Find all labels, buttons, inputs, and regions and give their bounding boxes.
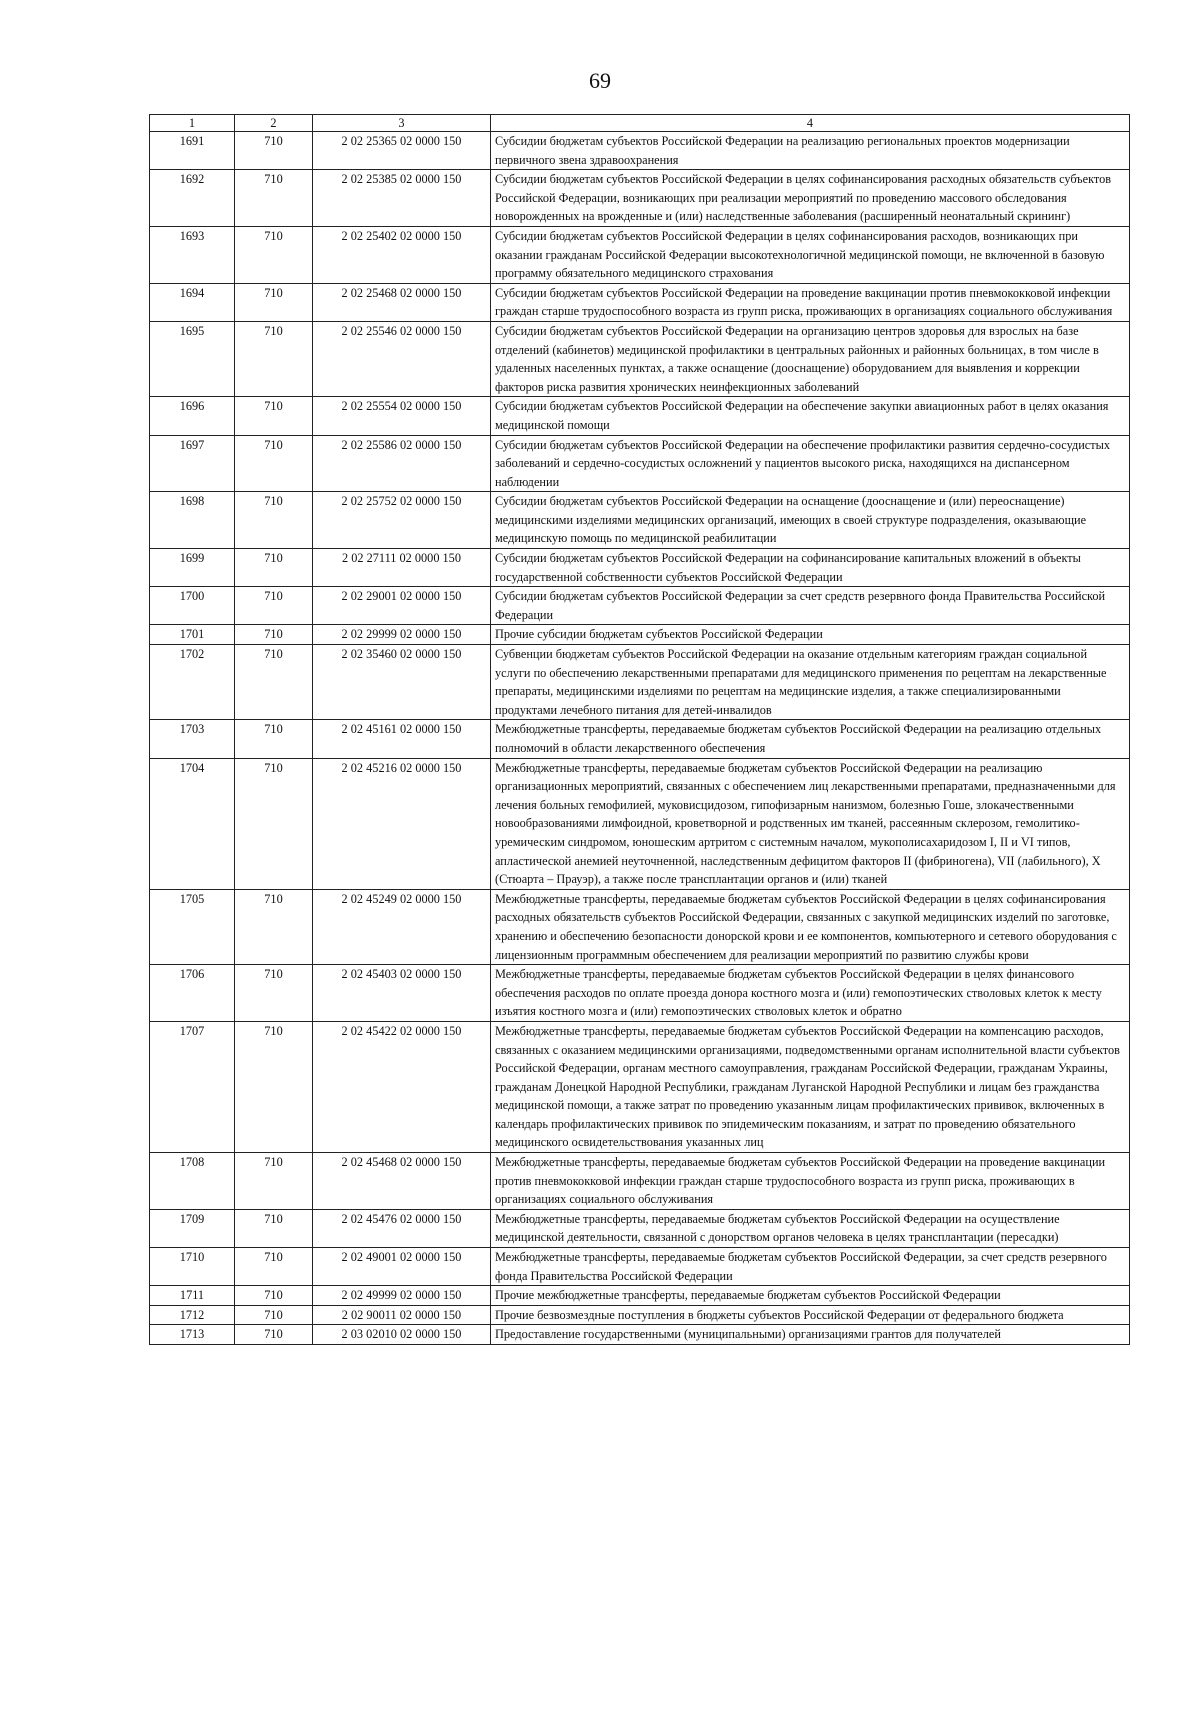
budget-code-cell: 2 02 90011 02 0000 150 [313,1305,491,1325]
table-body [150,132,1130,1345]
administrator-code-cell: 710 [235,132,313,170]
budget-code-cell: 2 02 25546 02 0000 150 [313,321,491,396]
description-cell: Прочие безвозмездные поступления в бюджеты субъектов Российской Федерации от федерального бюджета [491,1305,1130,1325]
description-cell: Межбюджетные трансферты, передаваемые бюджетам субъектов Российской Федерации на проведение вакцинации против пневмококковой инфекции граждан старше трудоспособного возраста из групп риска, проживающих в организациях социального обслуживания [491,1153,1130,1210]
description-cell: Субсидии бюджетам субъектов Российской Федерации на проведение вакцинации против пневмококковой инфекции граждан старше трудоспособного возраста из групп риска, проживающих в организациях социального обслуживания [491,283,1130,321]
description-cell: Субсидии бюджетам субъектов Российской Федерации на оснащение (дооснащение и (или) переоснащение) медицинскими изделиями медицинских организаций, имеющих в своей структуре подразделения, оказывающие медицинскую помощь по медицинской реабилитации [491,492,1130,549]
administrator-code-cell: 710 [235,587,313,625]
row-number-cell: 1708 [150,1153,235,1210]
table-row [150,1305,1130,1325]
budget-code-cell: 2 02 45249 02 0000 150 [313,889,491,964]
administrator-code-cell: 710 [235,435,313,492]
table-row [150,758,1130,889]
description-cell: Межбюджетные трансферты, передаваемые бюджетам субъектов Российской Федерации на реализацию организационных мероприятий, связанных с обеспечением лиц лекарственными препаратами, предназначенными для лечения больных гемофилией, муковисцидозом, гипофизарным нанизмом, болезнью Гоше, злокачественными новообразованиями лимфоидной, кроветворной и родственных им тканей, рассеянным склерозом, гемолитико-уремическим синдромом, юношеским артритом с системным началом, мукополисахаридозом I, II и VI типов, апластической анемией неуточненной, наследственным дефицитом факторов II (фибриногена), VII (лабильного), X (Стюарта – Прауэр), а также после трансплантации органов и (или) тканей [491,758,1130,889]
table-row [150,625,1130,645]
table-row [150,397,1130,435]
description-cell: Межбюджетные трансферты, передаваемые бюджетам субъектов Российской Федерации, за счет средств резервного фонда Правительства Российской Федерации [491,1248,1130,1286]
administrator-code-cell: 710 [235,965,313,1022]
description-cell: Субсидии бюджетам субъектов Российской Федерации за счет средств резервного фонда Правительства Российской Федерации [491,587,1130,625]
administrator-code-cell: 710 [235,1286,313,1306]
administrator-code-cell: 710 [235,758,313,889]
budget-code-cell: 2 02 35460 02 0000 150 [313,645,491,720]
description-cell: Субвенции бюджетам субъектов Российской Федерации на оказание отдельным категориям граждан социальной услуги по обеспечению лекарственными препаратами для медицинского применения по рецептам на лекарственные препараты, медицинскими изделиями по рецептам на медицинские изделия, а также специализированными продуктами лечебного питания для детей-инвалидов [491,645,1130,720]
administrator-code-cell: 710 [235,1325,313,1345]
row-number-cell: 1706 [150,965,235,1022]
table-row [150,549,1130,587]
table-row [150,321,1130,396]
table-row [150,1248,1130,1286]
administrator-code-cell: 710 [235,1021,313,1152]
table-row [150,965,1130,1022]
administrator-code-cell: 710 [235,321,313,396]
budget-classification-table [149,114,1130,1345]
budget-code-cell: 2 02 49001 02 0000 150 [313,1248,491,1286]
table-row [150,132,1130,170]
row-number-cell: 1709 [150,1209,235,1247]
budget-code-cell: 2 02 25752 02 0000 150 [313,492,491,549]
budget-code-cell: 2 02 45468 02 0000 150 [313,1153,491,1210]
description-cell: Субсидии бюджетам субъектов Российской Федерации на софинансирование капитальных вложений в объекты государственной собственности субъектов Российской Федерации [491,549,1130,587]
description-cell: Межбюджетные трансферты, передаваемые бюджетам субъектов Российской Федерации на компенсацию расходов, связанных с оказанием медицинскими организациями, подведомственными органам исполнительной власти субъектов Российской Федерации, органам местного самоуправления, гражданам Российской Федерации, гражданам Украины, гражданам Донецкой Народной Республики, гражданам Луганской Народной Республики и лицам без гражданства медицинской помощи, а также затрат по проведению указанным лицам профилактических прививок, включенных в календарь профилактических прививок по эпидемическим показаниям, и затрат по проведению обязательного медицинского освидетельствования указанных лиц [491,1021,1130,1152]
administrator-code-cell: 710 [235,1248,313,1286]
table-row [150,1325,1130,1345]
budget-code-cell: 2 02 27111 02 0000 150 [313,549,491,587]
header-col-2: 2 [235,115,313,132]
description-cell: Предоставление государственными (муниципальными) организациями грантов для получателей [491,1325,1130,1345]
administrator-code-cell: 710 [235,1153,313,1210]
table-row [150,435,1130,492]
row-number-cell: 1699 [150,549,235,587]
administrator-code-cell: 710 [235,397,313,435]
description-cell: Субсидии бюджетам субъектов Российской Федерации на обеспечение профилактики развития сердечно-сосудистых заболеваний и сердечно-сосудистых осложнений у пациентов высокого риска, находящихся на диспансерном наблюдении [491,435,1130,492]
description-cell: Межбюджетные трансферты, передаваемые бюджетам субъектов Российской Федерации в целях финансового обеспечения расходов по оплате проезда донора костного мозга и (или) гемопоэтических стволовых клеток к месту изъятия костного мозга и (или) гемопоэтических стволовых клеток и обратно [491,965,1130,1022]
budget-code-cell: 2 02 45161 02 0000 150 [313,720,491,758]
description-cell: Прочие субсидии бюджетам субъектов Российской Федерации [491,625,1130,645]
description-cell: Межбюджетные трансферты, передаваемые бюджетам субъектов Российской Федерации на реализацию отдельных полномочий в области лекарственного обеспечения [491,720,1130,758]
budget-code-cell: 2 02 25365 02 0000 150 [313,132,491,170]
administrator-code-cell: 710 [235,283,313,321]
budget-code-cell: 2 02 45422 02 0000 150 [313,1021,491,1152]
description-cell: Межбюджетные трансферты, передаваемые бюджетам субъектов Российской Федерации на осуществление медицинской деятельности, связанной с донорством органов человека в целях трансплантации (пересадки) [491,1209,1130,1247]
table-row [150,587,1130,625]
description-cell: Межбюджетные трансферты, передаваемые бюджетам субъектов Российской Федерации в целях софинансирования расходных обязательств субъектов Российской Федерации, связанных с закупкой медицинских изделий по заготовке, хранению и обеспечению безопасности донорской крови и ее компонентов, компьютерного и сетевого оборудования с лицензионным программным обеспечением для реализации мероприятий по развитию службы крови [491,889,1130,964]
row-number-cell: 1710 [150,1248,235,1286]
table-row [150,1021,1130,1152]
budget-code-cell: 2 02 29001 02 0000 150 [313,587,491,625]
description-cell: Субсидии бюджетам субъектов Российской Федерации в целях софинансирования расходов, возникающих при оказании гражданам Российской Федерации высокотехнологичной медицинской помощи, не включенной в базовую программу обязательного медицинского страхования [491,226,1130,283]
row-number-cell: 1696 [150,397,235,435]
row-number-cell: 1695 [150,321,235,396]
administrator-code-cell: 710 [235,549,313,587]
administrator-code-cell: 710 [235,1305,313,1325]
budget-code-cell: 2 02 49999 02 0000 150 [313,1286,491,1306]
row-number-cell: 1704 [150,758,235,889]
table-row [150,283,1130,321]
budget-code-cell: 2 02 45216 02 0000 150 [313,758,491,889]
administrator-code-cell: 710 [235,492,313,549]
table-row [150,889,1130,964]
row-number-cell: 1692 [150,170,235,227]
row-number-cell: 1712 [150,1305,235,1325]
budget-code-cell: 2 02 45476 02 0000 150 [313,1209,491,1247]
row-number-cell: 1691 [150,132,235,170]
budget-code-cell: 2 02 29999 02 0000 150 [313,625,491,645]
description-cell: Субсидии бюджетам субъектов Российской Федерации в целях софинансирования расходных обязательств субъектов Российской Федерации, возникающих при реализации мероприятий по проведению массового обследования новорожденных на врожденные и (или) наследственные заболевания (расширенный неонатальный скрининг) [491,170,1130,227]
row-number-cell: 1705 [150,889,235,964]
row-number-cell: 1697 [150,435,235,492]
row-number-cell: 1698 [150,492,235,549]
table-row [150,1209,1130,1247]
table-row [150,170,1130,227]
table-row [150,645,1130,720]
budget-code-cell: 2 02 25586 02 0000 150 [313,435,491,492]
budget-code-cell: 2 02 25402 02 0000 150 [313,226,491,283]
administrator-code-cell: 710 [235,645,313,720]
description-cell: Субсидии бюджетам субъектов Российской Федерации на организацию центров здоровья для взрослых на базе отделений (кабинетов) медицинской профилактики в центральных районных и районных больницах, в том числе в удаленных населенных пунктах, а также оснащение (дооснащение) оборудованием для выявления и коррекции факторов риска развития хронических неинфекционных заболеваний [491,321,1130,396]
description-cell: Субсидии бюджетам субъектов Российской Федерации на обеспечение закупки авиационных работ в целях оказания медицинской помощи [491,397,1130,435]
table-header [150,115,1130,132]
table-row [150,1153,1130,1210]
administrator-code-cell: 710 [235,226,313,283]
budget-code-cell: 2 02 25554 02 0000 150 [313,397,491,435]
budget-code-cell: 2 02 45403 02 0000 150 [313,965,491,1022]
budget-code-cell: 2 03 02010 02 0000 150 [313,1325,491,1345]
row-number-cell: 1693 [150,226,235,283]
row-number-cell: 1694 [150,283,235,321]
header-col-4: 4 [491,115,1130,132]
budget-code-cell: 2 02 25468 02 0000 150 [313,283,491,321]
description-cell: Прочие межбюджетные трансферты, передаваемые бюджетам субъектов Российской Федерации [491,1286,1130,1306]
header-col-1: 1 [150,115,235,132]
table-row [150,226,1130,283]
row-number-cell: 1707 [150,1021,235,1152]
table-row [150,492,1130,549]
row-number-cell: 1711 [150,1286,235,1306]
header-col-3: 3 [313,115,491,132]
administrator-code-cell: 710 [235,889,313,964]
row-number-cell: 1701 [150,625,235,645]
administrator-code-cell: 710 [235,1209,313,1247]
table-row [150,1286,1130,1306]
table-row [150,720,1130,758]
page-number: 69 [589,68,611,93]
budget-code-cell: 2 02 25385 02 0000 150 [313,170,491,227]
description-cell: Субсидии бюджетам субъектов Российской Федерации на реализацию региональных проектов модернизации первичного звена здравоохранения [491,132,1130,170]
administrator-code-cell: 710 [235,625,313,645]
administrator-code-cell: 710 [235,170,313,227]
row-number-cell: 1702 [150,645,235,720]
row-number-cell: 1713 [150,1325,235,1345]
row-number-cell: 1700 [150,587,235,625]
header-row [150,115,1130,132]
row-number-cell: 1703 [150,720,235,758]
administrator-code-cell: 710 [235,720,313,758]
